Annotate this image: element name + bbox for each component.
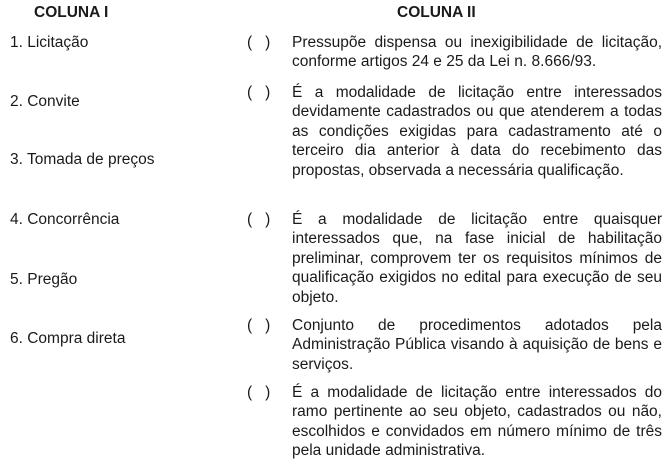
column-i-item-2: 2. Convite [10, 93, 80, 110]
answer-blank-2[interactable]: ( ) [247, 84, 271, 101]
column-ii-heading: COLUNA II [397, 4, 476, 21]
answer-blank-5[interactable]: ( ) [247, 384, 271, 401]
column-i-item-6: 6. Compra direta [10, 330, 126, 347]
column-i-item-1: 1. Licitação [10, 34, 89, 51]
column-ii-item-1: Pressupõe dispensa ou inexigibilidade de licitação, conforme artigos 24 e 25 da Lei n. 8.666/93. [292, 34, 662, 71]
column-i-item-4: 4. Concorrência [10, 211, 120, 228]
answer-blank-4[interactable]: ( ) [247, 317, 271, 334]
column-ii-item-2: É a modalidade de licitação entre interessados devidamente cadastrados ou que atenderem a todas as condições exigidas para cadastramento até o terceiro dia anterior à data do recebimento das propostas, observada a necessária qualificação. [292, 84, 662, 179]
column-ii-item-4: Conjunto de procedimentos adotados pela Administração Pública visando à aquisição de bens e serviços. [292, 317, 662, 373]
column-i-heading: COLUNA I [34, 4, 109, 21]
answer-blank-3[interactable]: ( ) [247, 211, 271, 228]
answer-blank-1[interactable]: ( ) [247, 34, 271, 51]
column-i-item-3: 3. Tomada de preços [10, 151, 155, 168]
column-ii-item-5: É a modalidade de licitação entre interessados do ramo pertinente ao seu objeto, cadastrados ou não, escolhidos e convidados em número mínimo de três pela unidade administrativa. [292, 384, 662, 460]
column-i-item-5: 5. Pregão [10, 271, 78, 288]
column-ii-item-3: É a modalidade de licitação entre quaisquer interessados que, na fase inicial de habilitação preliminar, comprovem ter os requisitos mínimos de qualificação exigidos no edital para execução de seu objeto. [292, 211, 662, 306]
